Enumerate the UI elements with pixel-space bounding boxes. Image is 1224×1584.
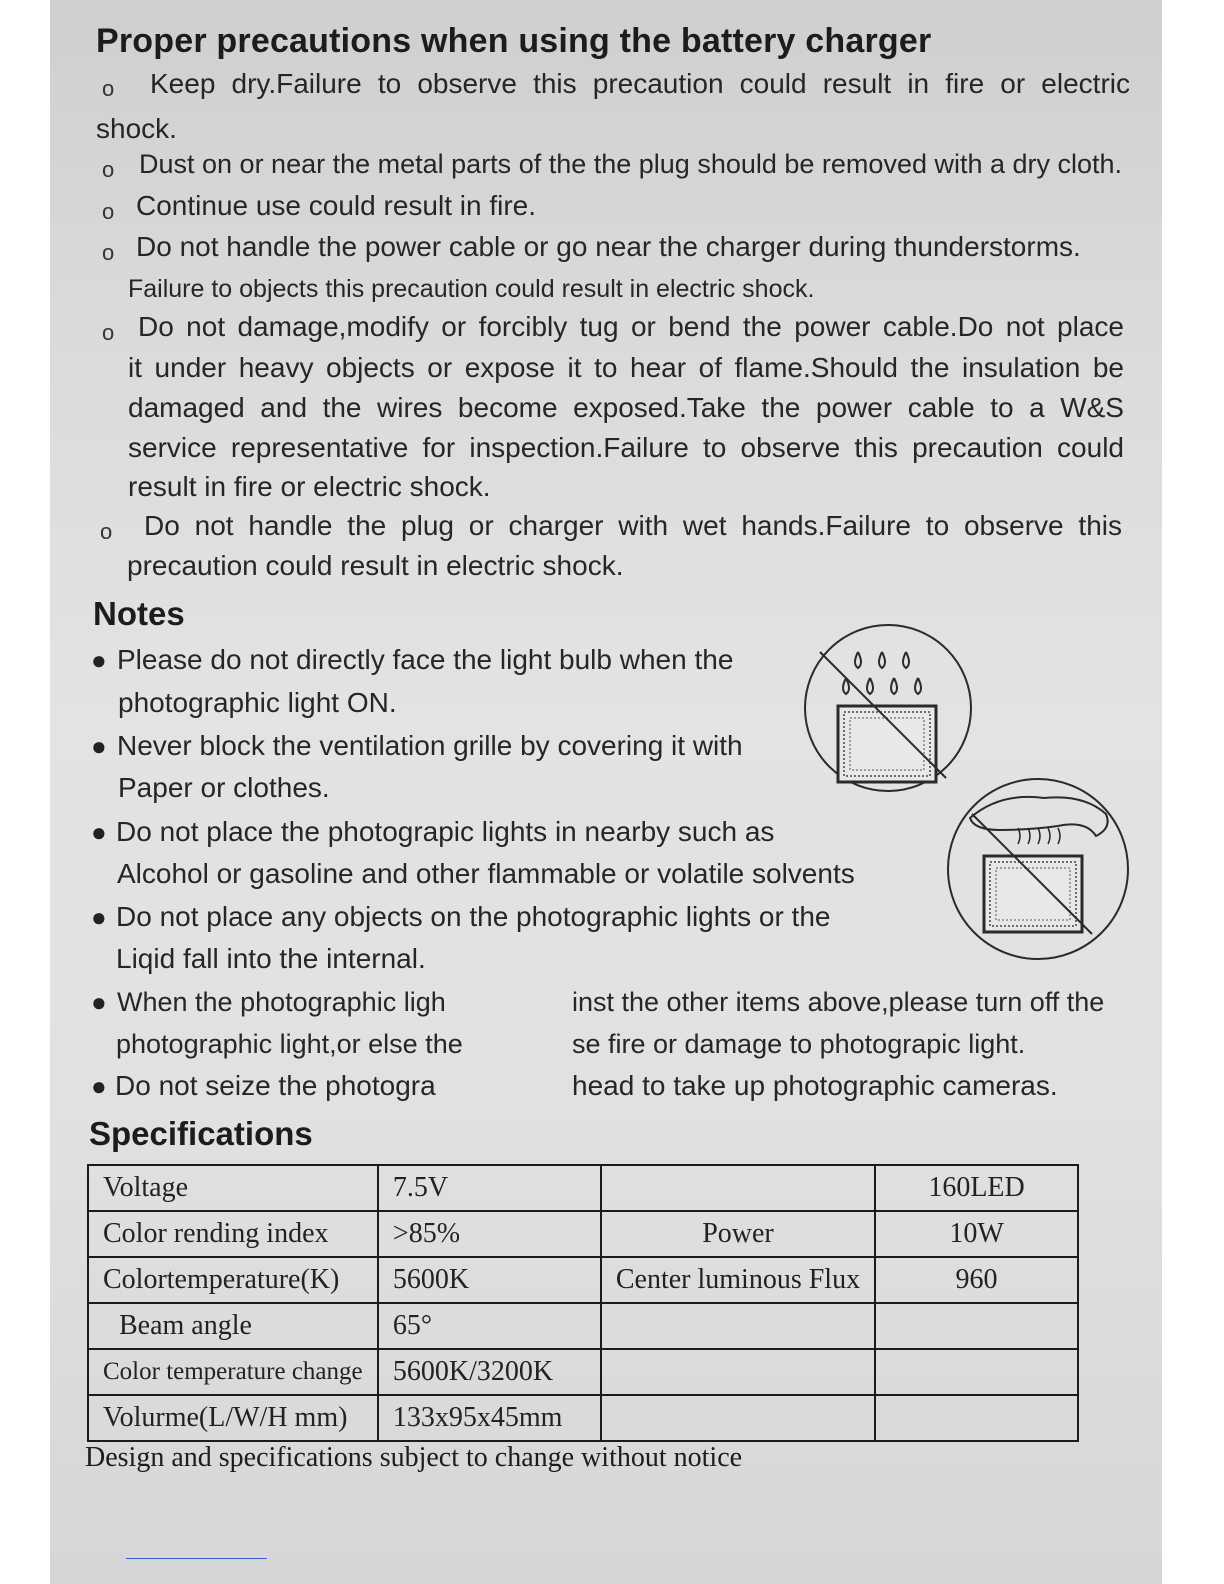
spec-value: 65° bbox=[378, 1303, 601, 1349]
spec-value: 5600K/3200K bbox=[378, 1349, 601, 1395]
note-2-line-2: Paper or clothes. bbox=[118, 772, 330, 803]
water-drops-warning-icon bbox=[800, 622, 980, 797]
note-6-end: head to take up photographic cameras. bbox=[572, 1070, 1058, 1101]
bullet: o bbox=[100, 519, 113, 544]
note-5-line-2-start: photographic light,or else the bbox=[116, 1029, 463, 1059]
bullet: o bbox=[102, 157, 115, 182]
spec-value: 133x95x45mm bbox=[378, 1395, 601, 1441]
spec-value: 5600K bbox=[378, 1257, 601, 1303]
note-3-line-2: Alcohol or gasoline and other flammable or volatile solvents bbox=[117, 858, 855, 889]
spec-label: Beam angle bbox=[88, 1303, 378, 1349]
spec-label-2 bbox=[601, 1303, 875, 1349]
note-5-line-1-end: inst the other items above,please turn off the bbox=[572, 987, 1105, 1017]
precaution-item-5-line-3: damaged and the wires become exposed.Take the power cable to a W&S bbox=[128, 392, 1124, 423]
bullet: ● bbox=[91, 817, 107, 847]
notes-title: Notes bbox=[93, 595, 185, 632]
precaution-item-1-line-1: Keep dry.Failure to observe this precaution could result in fire or electric bbox=[150, 68, 1130, 99]
spec-value-2 bbox=[875, 1349, 1078, 1395]
bullet: ● bbox=[91, 645, 107, 675]
spec-value: >85% bbox=[378, 1211, 601, 1257]
note-6-start: Do not seize the photogra bbox=[115, 1070, 436, 1101]
note-2-line-1: Never block the ventilation grille by covering it with bbox=[117, 730, 743, 761]
note-4-line-2: Liqid fall into the internal. bbox=[116, 943, 426, 974]
spec-value-2 bbox=[875, 1395, 1078, 1441]
spec-label: Voltage bbox=[88, 1165, 378, 1211]
bullet: o bbox=[102, 240, 115, 265]
note-1-line-2: photographic light ON. bbox=[118, 687, 397, 718]
spec-label: Volurme(L/W/H mm) bbox=[88, 1395, 378, 1441]
note-1-line-1: Please do not directly face the light bulb when the bbox=[117, 644, 734, 675]
bullet: ● bbox=[91, 902, 107, 932]
divider bbox=[126, 1558, 267, 1559]
bullet: o bbox=[102, 76, 115, 101]
spec-label: Color temperature change bbox=[88, 1349, 378, 1395]
spec-label-2: Power bbox=[601, 1211, 875, 1257]
bullet: o bbox=[102, 199, 115, 224]
spec-label-2: Center luminous Flux bbox=[601, 1257, 875, 1303]
precaution-item-4-line-2: Failure to objects this precaution could result in electric shock. bbox=[128, 275, 815, 303]
precaution-item-5-line-1: Do not damage,modify or forcibly tug or bend the power cable.Do not place bbox=[138, 311, 1124, 342]
specifications-table bbox=[87, 1164, 1079, 1442]
table-row bbox=[88, 1165, 1078, 1211]
spec-value-2: 160LED bbox=[875, 1165, 1078, 1211]
precaution-item-5-line-4: service representative for inspection.Failure to observe this precaution could bbox=[128, 432, 1124, 463]
precaution-item-1-line-2: shock. bbox=[96, 113, 177, 144]
precaution-item-2: Dust on or near the metal parts of the the plug should be removed with a dry cloth. bbox=[139, 149, 1123, 179]
note-3-line-1: Do not place the photograpic lights in nearby such as bbox=[116, 816, 775, 847]
cloth-covering-warning-icon bbox=[942, 774, 1132, 964]
manual-page bbox=[50, 0, 1162, 1584]
spec-label-2 bbox=[601, 1165, 875, 1211]
precaution-item-3: Continue use could result in fire. bbox=[136, 190, 536, 221]
spec-label: Colortemperature(K) bbox=[88, 1257, 378, 1303]
table-row bbox=[88, 1257, 1078, 1303]
precaution-item-6-line-1: Do not handle the plug or charger with wet hands.Failure to observe this bbox=[144, 510, 1122, 541]
spec-label: Color rending index bbox=[88, 1211, 378, 1257]
spec-label-2 bbox=[601, 1395, 875, 1441]
bullet: ● bbox=[91, 731, 107, 761]
note-5-line-1-start: When the photographic ligh bbox=[117, 987, 446, 1017]
spec-value: 7.5V bbox=[378, 1165, 601, 1211]
spec-value-2: 10W bbox=[875, 1211, 1078, 1257]
precaution-item-6-line-2: precaution could result in electric shock. bbox=[127, 550, 624, 581]
note-4-line-1: Do not place any objects on the photographic lights or the bbox=[116, 901, 831, 932]
footnote: Design and specifications subject to change without notice bbox=[85, 1442, 743, 1473]
table-row bbox=[88, 1303, 1078, 1349]
precaution-item-5-line-5: result in fire or electric shock. bbox=[128, 471, 491, 502]
precaution-item-4-line-1: Do not handle the power cable or go near the charger during thunderstorms. bbox=[136, 231, 1081, 262]
bullet: ● bbox=[91, 1071, 107, 1101]
spec-label-2 bbox=[601, 1349, 875, 1395]
precaution-item-5-line-2: it under heavy objects or expose it to hear of flame.Should the insulation be bbox=[128, 352, 1124, 383]
bullet: ● bbox=[91, 987, 107, 1017]
spec-value-2 bbox=[875, 1303, 1078, 1349]
bullet: o bbox=[102, 320, 115, 345]
table-row bbox=[88, 1395, 1078, 1441]
note-5-line-2-end: se fire or damage to photograpic light. bbox=[572, 1029, 1026, 1059]
precautions-title: Proper precautions when using the battery charger bbox=[96, 22, 932, 60]
spec-value-2: 960 bbox=[875, 1257, 1078, 1303]
specifications-title: Specifications bbox=[89, 1115, 313, 1152]
table-row bbox=[88, 1211, 1078, 1257]
table-row bbox=[88, 1349, 1078, 1395]
